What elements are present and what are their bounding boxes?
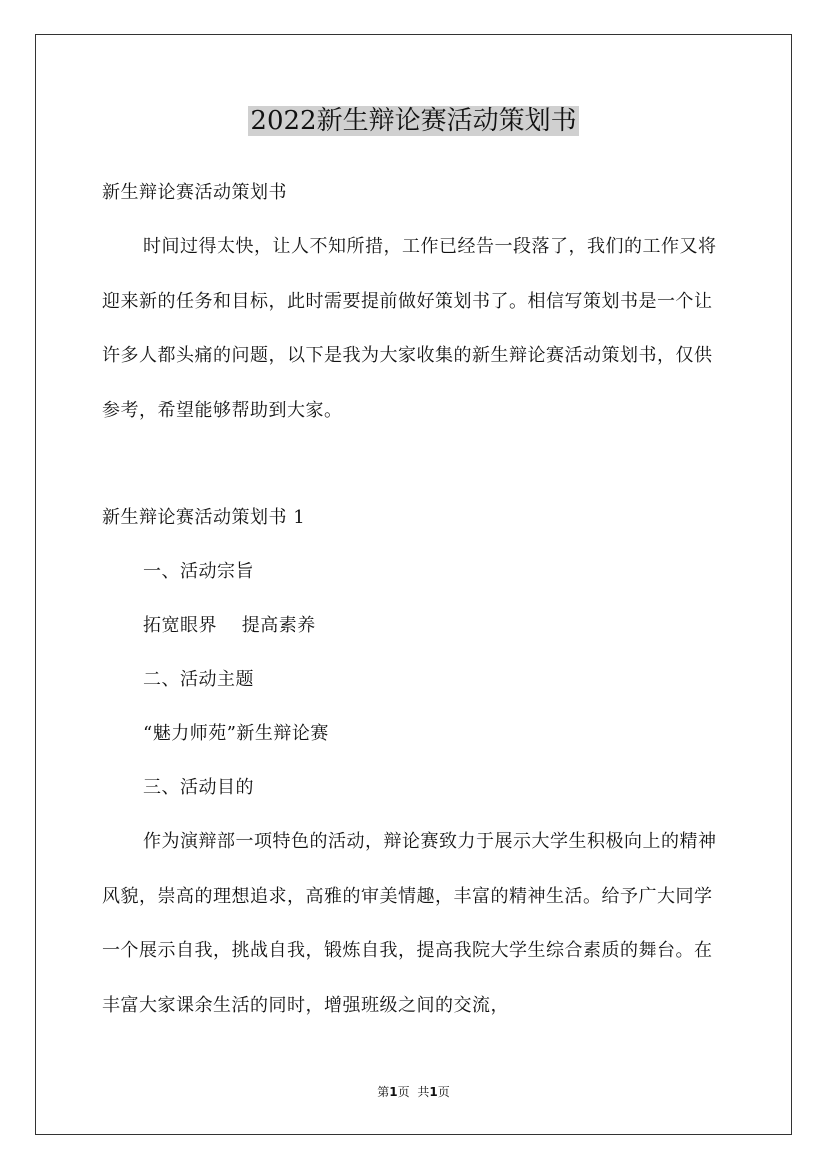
- footer-page-suffix: 页: [397, 1085, 410, 1099]
- section-title: 新生辩论赛活动策划书 1: [102, 507, 306, 528]
- footer-total-number: 1: [429, 1085, 438, 1099]
- body-paragraph: 作为演辩部一项特色的活动，辩论赛致力于展示大学生积极向上的精神风貌，崇高的理想追求，高雅的审美情趣，丰富的精神生活。给予广大同学一个展示自我，挑战自我，锻炼自我，提高我院大学生综合素质的舞台。在丰富大家课余生活的同时，增强班级之间的交流，: [102, 831, 717, 1016]
- document-title-text: 2022新生辩论赛活动策划书: [250, 106, 577, 136]
- footer-page-prefix: 第: [377, 1085, 390, 1099]
- intro-paragraph: 时间过得太快，让人不知所措，工作已经告一段落了，我们的工作又将迎来新的任务和目标，此时需要提前做好策划书了。相信写策划书是一个让许多人都头痛的问题，以下是我为大家收集的新生辩论赛活动策划书，仅供参考，希望能够帮助到大家。: [102, 236, 717, 421]
- list-item: 一、活动宗旨: [143, 561, 254, 582]
- list-item: 三、活动目的: [143, 777, 254, 798]
- footer-total-suffix: 页: [437, 1085, 450, 1099]
- document-subtitle: 新生辩论赛活动策划书: [102, 182, 287, 203]
- list-item: “魅力师苑”新生辩论赛: [143, 723, 329, 744]
- page-footer: [0, 1083, 827, 1101]
- list-item: 拓宽眼界 提高素养: [143, 615, 316, 636]
- footer-page-number: 1: [389, 1085, 398, 1099]
- document-title: [0, 103, 827, 139]
- footer-total-prefix: 共: [417, 1085, 430, 1099]
- list-item: 二、活动主题: [143, 669, 254, 690]
